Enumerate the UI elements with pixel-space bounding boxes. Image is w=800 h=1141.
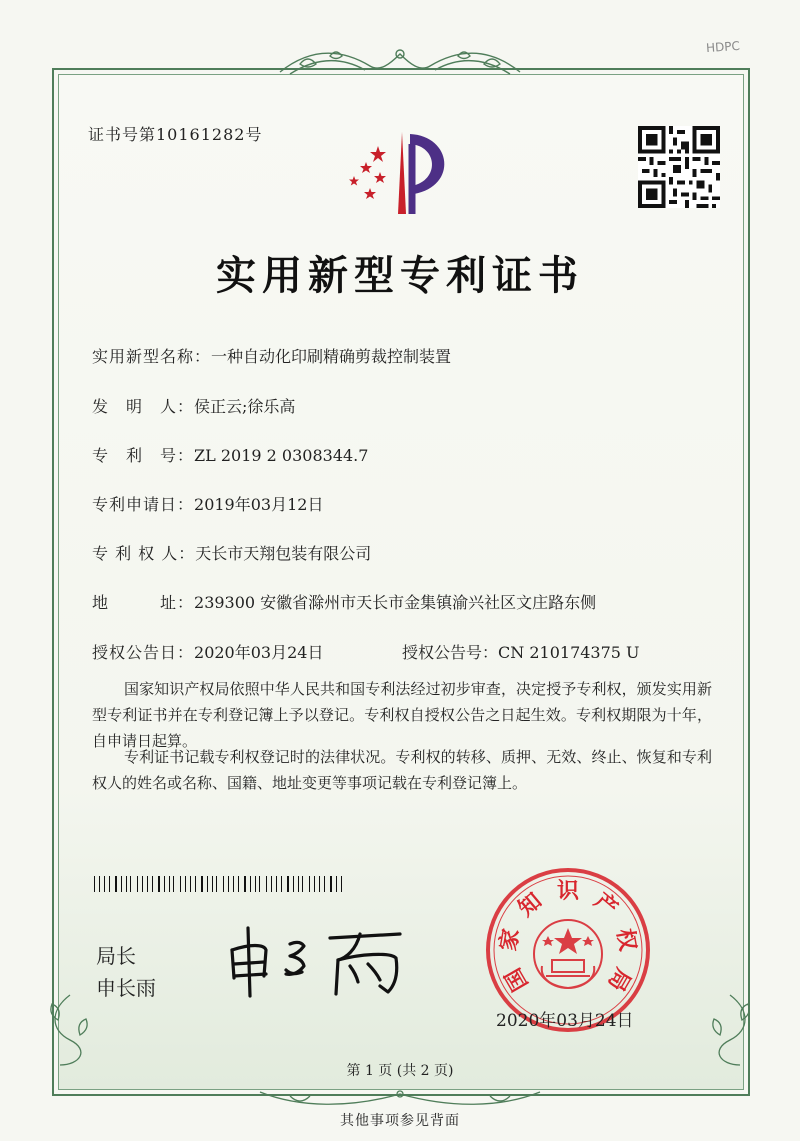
field-patent-number [92, 443, 368, 466]
field-label: 专 利 权 人： [92, 544, 196, 563]
cnipa-logo-icon [340, 124, 470, 224]
left-ornament-icon [40, 990, 100, 1070]
field-value: 一种自动化印刷精确剪裁控制装置 [211, 347, 452, 366]
field-application-date [92, 492, 323, 515]
field-label: 实用新型名称： [92, 347, 212, 366]
field-value: 2020年03月24日 [194, 643, 324, 662]
seal-character: 产 [589, 888, 623, 922]
field-value: 2019年03月12日 [194, 495, 324, 514]
field-grant-number [402, 640, 640, 663]
field-value: CN 210174375 U [498, 643, 640, 662]
field-label: 授权公告号： [402, 643, 499, 662]
field-label: 发 明 人： [92, 397, 195, 416]
page-number: 第 1 页 (共 2 页) [346, 1063, 454, 1079]
seal-character: 权 [611, 926, 640, 953]
qr-code-icon [638, 126, 720, 208]
field-address [92, 590, 596, 613]
back-note: 其他事项参见背面 [340, 1113, 460, 1129]
field-label: 地 址： [92, 593, 195, 612]
certificate-number: 证书号第10161282号 [88, 125, 263, 144]
legal-status-paragraph: 专利证书记载专利权登记时的法律状况。专利权的转移、质押、无效、终止、恢复和专利权人的姓名或名称、国籍、地址变更等事项记载在专利登记簿上。 [92, 748, 712, 792]
grant-statement-paragraph: 国家知识产权局依照中华人民共和国专利法经过初步审查，决定授予专利权，颁发实用新型专利证书并在专利登记簿上予以登记。专利权自授权公告之日起生效。专利权期限为十年，自申请日起算。 [92, 680, 712, 750]
seal-character: 局 [602, 963, 636, 996]
seal-character: 家 [496, 926, 525, 953]
field-utility-model-name [92, 344, 451, 367]
director-name: 申长雨 [96, 976, 156, 1000]
handwritten-note: HDPC [705, 38, 741, 56]
field-label: 授权公告日： [92, 643, 195, 662]
seal-character: 知 [513, 888, 547, 922]
top-ornament-icon [270, 44, 530, 80]
seal-date: 2020年03月24日 [496, 1011, 634, 1031]
field-value: 239300 安徽省滁州市天长市金集镇渝兴社区文庄路东侧 [194, 593, 597, 612]
field-patentee [92, 541, 371, 564]
bottom-ornament-icon [250, 1086, 550, 1110]
field-grant-date [92, 640, 323, 663]
director-title: 局长 [96, 944, 136, 968]
field-label: 专利申请日： [92, 495, 195, 514]
certificate-title: 实用新型专利证书 [216, 253, 584, 299]
seal-character: 识 [556, 879, 580, 904]
right-ornament-icon [700, 990, 760, 1070]
field-value: ZL 2019 2 0308344.7 [194, 446, 369, 465]
seal-character: 国 [500, 963, 534, 996]
field-value: 侯正云;徐乐高 [194, 397, 296, 416]
field-inventors [92, 394, 295, 417]
barcode-icon [94, 876, 344, 892]
field-value: 天长市天翔包装有限公司 [195, 544, 372, 563]
director-signature-icon [220, 920, 410, 1000]
field-label: 专 利 号： [92, 446, 195, 465]
